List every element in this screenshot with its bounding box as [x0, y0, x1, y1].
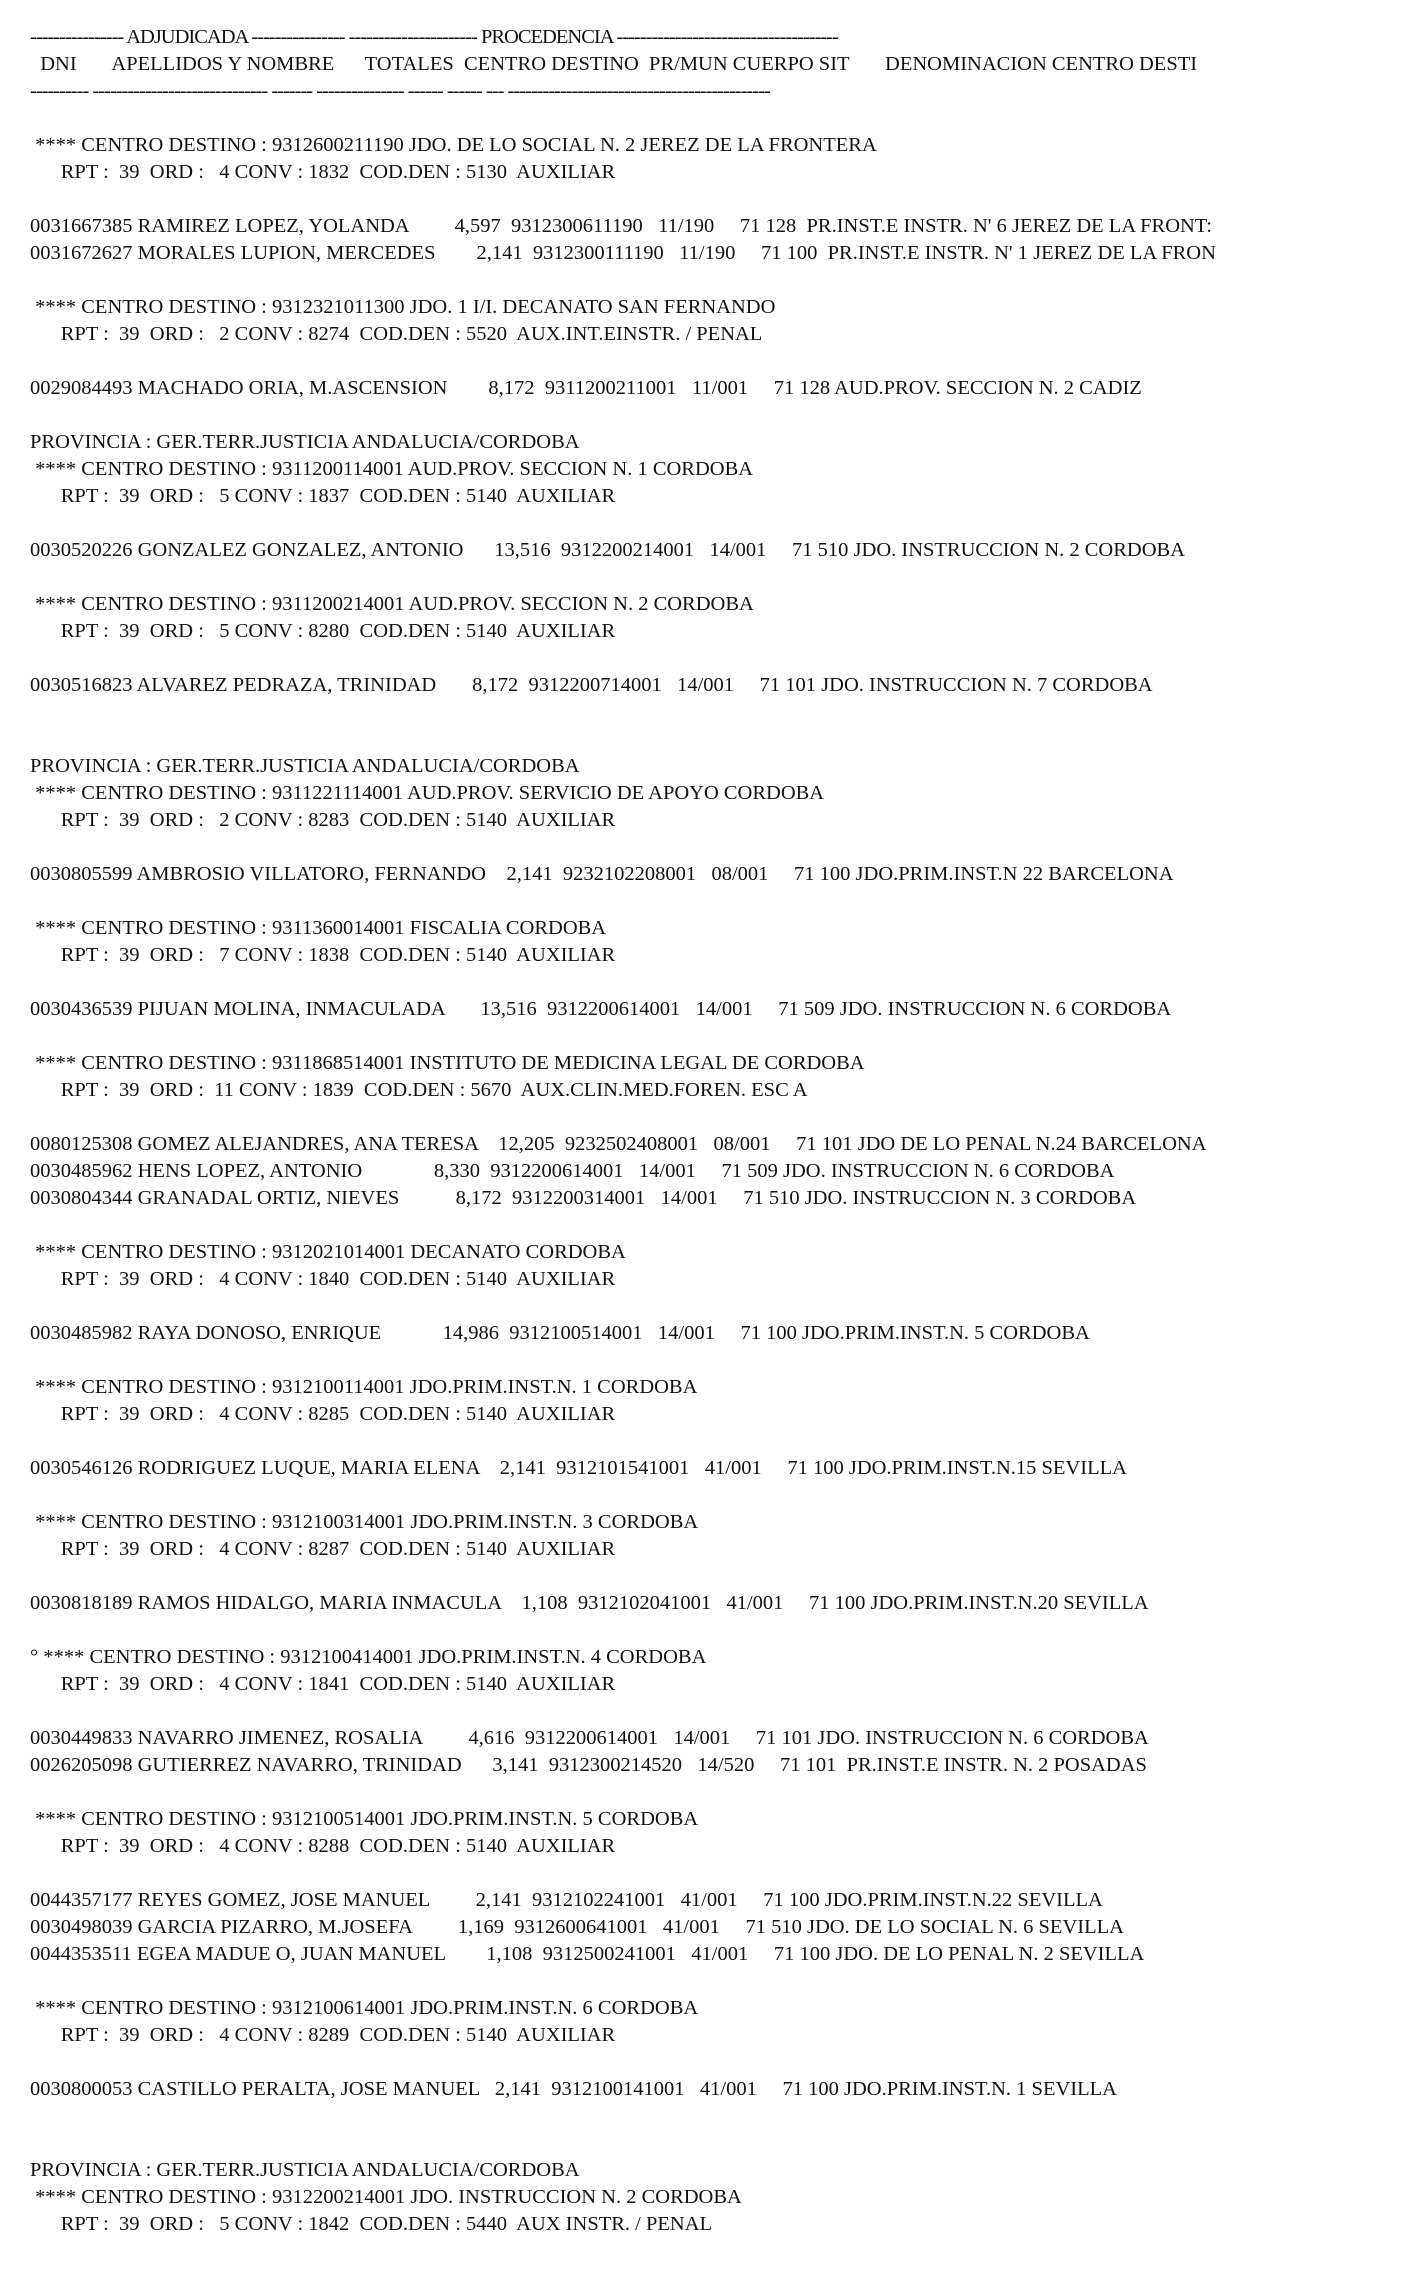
rpt-line: RPT : 39 ORD : 4 CONV : 8288 COD.DEN : 5140 AUXILIAR	[30, 1835, 616, 1857]
centro-destino-line: **** CENTRO DESTINO : 9312021014001 DECANATO CORDOBA	[30, 1241, 626, 1263]
spacer	[30, 1482, 1414, 1509]
spacer	[30, 1347, 1414, 1374]
employee-row: 0030804344 GRANADAL ORTIZ, NIEVES 8,172 9312200314001 14/001 71 510 JDO. INSTRUCCION N. 3 CORDOBA	[30, 1187, 1137, 1209]
employee-row: 0044357177 REYES GOMEZ, JOSE MANUEL 2,141 9312102241001 41/001 71 100 JDO.PRIM.INST.N.22 SEVILLA	[30, 1889, 1103, 1911]
spacer	[30, 1968, 1414, 1995]
spacer	[30, 2103, 1414, 2157]
report-body	[30, 105, 1414, 2238]
centro-destino-line: **** CENTRO DESTINO : 9312100514001 JDO.PRIM.INST.N. 5 CORDOBA	[30, 1808, 699, 1830]
centro-destino-line: **** CENTRO DESTINO : 9311360014001 FISCALIA CORDOBA	[30, 917, 607, 939]
centro-destino-line: **** CENTRO DESTINO : 9312600211190 JDO. DE LO SOCIAL N. 2 JEREZ DE LA FRONTERA	[30, 134, 877, 156]
rpt-line: RPT : 39 ORD : 2 CONV : 8283 COD.DEN : 5140 AUXILIAR	[30, 809, 616, 831]
provincia-line: PROVINCIA : GER.TERR.JUSTICIA ANDALUCIA/CORDOBA	[30, 431, 580, 453]
spacer	[30, 2049, 1414, 2076]
spacer	[30, 1698, 1414, 1725]
spacer	[30, 1617, 1414, 1644]
employee-row: 0031672627 MORALES LUPION, MERCEDES 2,141 9312300111190 11/190 71 100 PR.INST.E INSTR. N' 1 JEREZ DE LA FRON	[30, 242, 1216, 264]
centro-destino-line: **** CENTRO DESTINO : 9311868514001 INSTITUTO DE MEDICINA LEGAL DE CORDOBA	[30, 1052, 865, 1074]
spacer	[30, 699, 1414, 753]
provincia-line: PROVINCIA : GER.TERR.JUSTICIA ANDALUCIA/CORDOBA	[30, 755, 580, 777]
spacer	[30, 186, 1414, 213]
centro-destino-line: **** CENTRO DESTINO : 9312321011300 JDO. 1 I/I. DECANATO SAN FERNANDO	[30, 296, 776, 318]
centro-destino-line: **** CENTRO DESTINO : 9311200114001 AUD.PROV. SECCION N. 1 CORDOBA	[30, 458, 754, 480]
rpt-line: RPT : 39 ORD : 5 CONV : 1842 COD.DEN : 5440 AUX INSTR. / PENAL	[30, 2213, 713, 2235]
employee-row: 0080125308 GOMEZ ALEJANDRES, ANA TERESA 12,205 9232502408001 08/001 71 101 JDO DE LO PENAL N.24 BARCELONA	[30, 1133, 1207, 1155]
rpt-line: RPT : 39 ORD : 4 CONV : 1841 COD.DEN : 5140 AUXILIAR	[30, 1673, 616, 1695]
rpt-line: RPT : 39 ORD : 4 CONV : 8287 COD.DEN : 5140 AUXILIAR	[30, 1538, 616, 1560]
spacer	[30, 969, 1414, 996]
employee-row: 0030805599 AMBROSIO VILLATORO, FERNANDO 2,141 9232102208001 08/001 71 100 JDO.PRIM.INST.N 22 BARCELONA	[30, 863, 1174, 885]
spacer	[30, 564, 1414, 591]
centro-destino-line: **** CENTRO DESTINO : 9312100114001 JDO.PRIM.INST.N. 1 CORDOBA	[30, 1376, 698, 1398]
spacer	[30, 402, 1414, 429]
spacer	[30, 510, 1414, 537]
employee-row: 0030818189 RAMOS HIDALGO, MARIA INMACULA 1,108 9312102041001 41/001 71 100 JDO.PRIM.INST.N.20 SEVILLA	[30, 1592, 1149, 1614]
employee-row: 0030485982 RAYA DONOSO, ENRIQUE 14,986 9312100514001 14/001 71 100 JDO.PRIM.INST.N. 5 CORDOBA	[30, 1322, 1090, 1344]
spacer	[30, 834, 1414, 861]
rpt-line: RPT : 39 ORD : 5 CONV : 1837 COD.DEN : 5140 AUXILIAR	[30, 485, 616, 507]
spacer	[30, 645, 1414, 672]
centro-destino-line: ° **** CENTRO DESTINO : 9312100414001 JDO.PRIM.INST.N. 4 CORDOBA	[30, 1646, 707, 1668]
spacer	[30, 1104, 1414, 1131]
spacer	[30, 1293, 1414, 1320]
centro-destino-line: **** CENTRO DESTINO : 9312100314001 JDO.PRIM.INST.N. 3 CORDOBA	[30, 1511, 699, 1533]
employee-row: 0030436539 PIJUAN MOLINA, INMACULADA 13,516 9312200614001 14/001 71 509 JDO. INSTRUCCION N. 6 CORDOBA	[30, 998, 1172, 1020]
spacer	[30, 1428, 1414, 1455]
employee-row: 0044353511 EGEA MADUE O, JUAN MANUEL 1,108 9312500241001 41/001 71 100 JDO. DE LO PENAL N. 2 SEVILLA	[30, 1943, 1145, 1965]
employee-row: 0030449833 NAVARRO JIMENEZ, ROSALIA 4,616 9312200614001 14/001 71 101 JDO. INSTRUCCION N. 6 CORDOBA	[30, 1727, 1149, 1749]
employee-row: 0029084493 MACHADO ORIA, M.ASCENSION 8,172 9311200211001 11/001 71 128 AUD.PROV. SECCION N. 2 CADIZ	[30, 377, 1142, 399]
centro-destino-line: **** CENTRO DESTINO : 9311221114001 AUD.PROV. SERVICIO DE APOYO CORDOBA	[30, 782, 825, 804]
employee-row: 0030516823 ALVAREZ PEDRAZA, TRINIDAD 8,172 9312200714001 14/001 71 101 JDO. INSTRUCCION N. 7 CORDOBA	[30, 674, 1153, 696]
rpt-line: RPT : 39 ORD : 4 CONV : 1840 COD.DEN : 5140 AUXILIAR	[30, 1268, 616, 1290]
employee-row: 0026205098 GUTIERREZ NAVARRO, TRINIDAD 3,141 9312300214520 14/520 71 101 PR.INST.E INSTR. N. 2 POSADAS	[30, 1754, 1147, 1776]
centro-destino-line: **** CENTRO DESTINO : 9311200214001 AUD.PROV. SECCION N. 2 CORDOBA	[30, 593, 754, 615]
column-headers: DNI APELLIDOS Y NOMBRE TOTALES CENTRO DESTINO PR/MUN CUERPO SIT DENOMINACION CENTRO DESTI	[30, 53, 1198, 75]
employee-row: 0030520226 GONZALEZ GONZALEZ, ANTONIO 13,516 9312200214001 14/001 71 510 JDO. INSTRUCCION N. 2 CORDOBA	[30, 539, 1185, 561]
rpt-line: RPT : 39 ORD : 4 CONV : 8285 COD.DEN : 5140 AUXILIAR	[30, 1403, 616, 1425]
spacer	[30, 348, 1414, 375]
rpt-line: RPT : 39 ORD : 5 CONV : 8280 COD.DEN : 5140 AUXILIAR	[30, 620, 616, 642]
spacer	[30, 888, 1414, 915]
spacer	[30, 1563, 1414, 1590]
centro-destino-line: **** CENTRO DESTINO : 9312100614001 JDO.PRIM.INST.N. 6 CORDOBA	[30, 1997, 699, 2019]
employee-row: 0030546126 RODRIGUEZ LUQUE, MARIA ELENA 2,141 9312101541001 41/001 71 100 JDO.PRIM.INST.N.15 SEVILLA	[30, 1457, 1127, 1479]
document-page	[30, 24, 1414, 2238]
rpt-line: RPT : 39 ORD : 4 CONV : 1832 COD.DEN : 5130 AUXILIAR	[30, 161, 616, 183]
spacer	[30, 1023, 1414, 1050]
rpt-line: RPT : 39 ORD : 2 CONV : 8274 COD.DEN : 5520 AUX.INT.EINSTR. / PENAL	[30, 323, 763, 345]
spacer	[30, 1860, 1414, 1887]
centro-destino-line: **** CENTRO DESTINO : 9312200214001 JDO. INSTRUCCION N. 2 CORDOBA	[30, 2186, 742, 2208]
header-rule-bottom: ---------- ------------------------------ ------- --------------- ------ ------ --- ---------------------------------------------	[30, 80, 770, 102]
employee-row: 0031667385 RAMIREZ LOPEZ, YOLANDA 4,597 9312300611190 11/190 71 128 PR.INST.E INSTR. N' 6 JEREZ DE LA FRONT:	[30, 215, 1212, 237]
header-rule-top: ---------------- ADJUDICADA ---------------- ---------------------- PROCEDENCIA --------------------------------------	[30, 26, 838, 48]
employee-row: 0030498039 GARCIA PIZARRO, M.JOSEFA 1,169 9312600641001 41/001 71 510 JDO. DE LO SOCIAL N. 6 SEVILLA	[30, 1916, 1124, 1938]
rpt-line: RPT : 39 ORD : 4 CONV : 8289 COD.DEN : 5140 AUXILIAR	[30, 2024, 616, 2046]
employee-row: 0030485962 HENS LOPEZ, ANTONIO 8,330 9312200614001 14/001 71 509 JDO. INSTRUCCION N. 6 CORDOBA	[30, 1160, 1115, 1182]
rpt-line: RPT : 39 ORD : 7 CONV : 1838 COD.DEN : 5140 AUXILIAR	[30, 944, 616, 966]
spacer	[30, 105, 1414, 132]
spacer	[30, 1779, 1414, 1806]
rpt-line: RPT : 39 ORD : 11 CONV : 1839 COD.DEN : 5670 AUX.CLIN.MED.FOREN. ESC A	[30, 1079, 808, 1101]
spacer	[30, 267, 1414, 294]
provincia-line: PROVINCIA : GER.TERR.JUSTICIA ANDALUCIA/CORDOBA	[30, 2159, 580, 2181]
spacer	[30, 1212, 1414, 1239]
employee-row: 0030800053 CASTILLO PERALTA, JOSE MANUEL 2,141 9312100141001 41/001 71 100 JDO.PRIM.INST.N. 1 SEVILLA	[30, 2078, 1117, 2100]
